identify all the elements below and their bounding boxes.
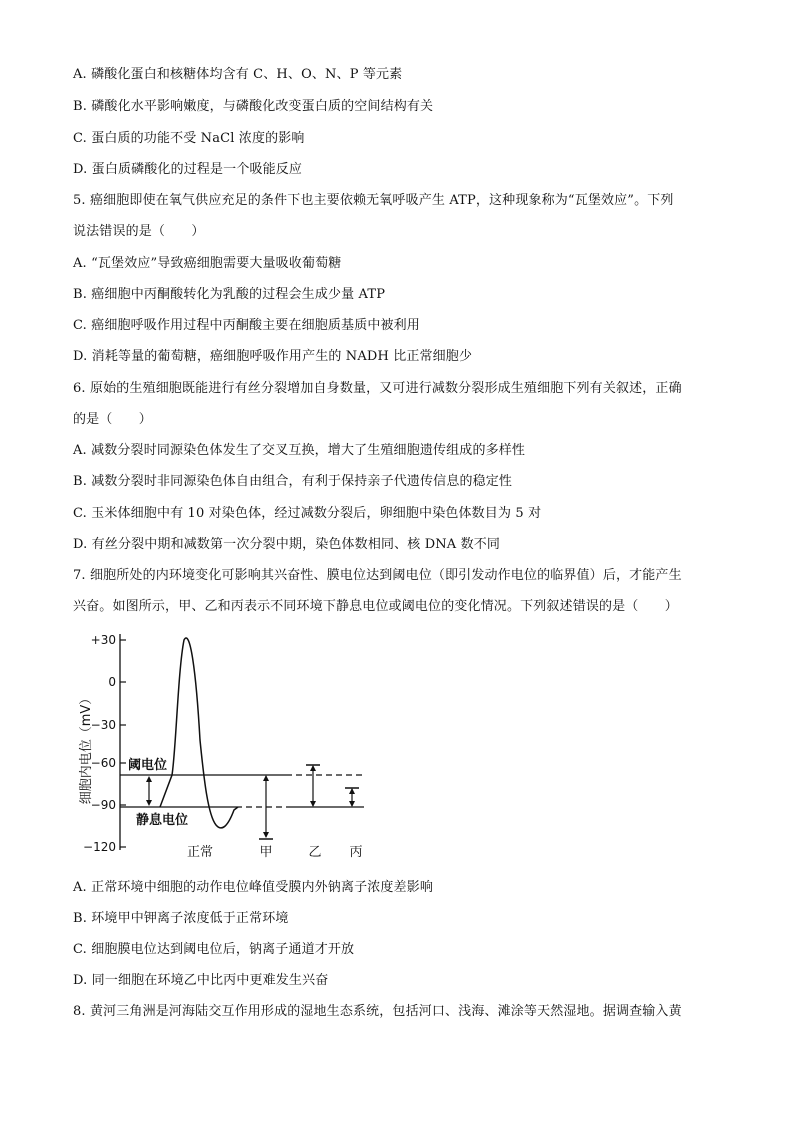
y-tick-label: −90 <box>90 798 116 812</box>
y-tick-label: −60 <box>90 756 116 770</box>
q4-option-a: A. 磷酸化蛋白和核糖体均含有 C、H、O、N、P 等元素 <box>73 67 403 82</box>
q4-option-d: D. 蛋白质磷酸化的过程是一个吸能反应 <box>73 162 303 177</box>
resting-label: 静息电位 <box>136 813 189 828</box>
x-label-yi: 乙 <box>308 845 322 860</box>
q5-option-c: C. 癌细胞呼吸作用过程中丙酮酸主要在细胞质基质中被利用 <box>73 318 420 333</box>
q7-option-a: A. 正常环境中细胞的动作电位峰值受膜内外钠离子浓度差影响 <box>73 880 434 895</box>
q5-option-b: B. 癌细胞中丙酮酸转化为乳酸的过程会生成少量 ATP <box>73 287 386 302</box>
q5-option-a: A. “瓦堡效应”导致癌细胞需要大量吸收葡萄糖 <box>73 256 342 271</box>
q5-stem-line-1: 5. 癌细胞即使在氧气供应充足的条件下也主要依赖无氧呼吸产生 ATP，这种现象称为“瓦堡效应”。下列 <box>73 193 674 208</box>
x-label-jia: 甲 <box>259 845 273 860</box>
q7-option-c: C. 细胞膜电位达到阈电位后，钠离子通道才开放 <box>73 942 355 957</box>
x-label-normal: 正常 <box>186 845 214 860</box>
q8-stem-line-1: 8. 黄河三角洲是河海陆交互作用形成的湿地生态系统，包括河口、浅海、滩涂等天然湿地。据调查输入黄 <box>73 1004 682 1019</box>
y-tick-label: −30 <box>90 718 116 732</box>
q6-option-d: D. 有丝分裂中期和减数第一次分裂中期，染色体数相同、核 DNA 数不同 <box>73 537 501 552</box>
y-tick-label: +30 <box>90 633 116 647</box>
threshold-label: 阈电位 <box>128 758 168 773</box>
q4-option-b: B. 磷酸化水平影响嫩度，与磷酸化改变蛋白质的空间结构有关 <box>73 99 434 114</box>
x-label-bing: 丙 <box>349 845 363 860</box>
action-potential-curve <box>160 638 238 828</box>
y-tick-label: −120 <box>83 840 116 854</box>
q6-stem-line-1: 6. 原始的生殖细胞既能进行有丝分裂增加自身数量，又可进行减数分裂形成生殖细胞下列有关叙述，正确 <box>73 381 682 396</box>
y-tick-label: 0 <box>108 675 116 689</box>
q7-option-b: B. 环境甲中钾离子浓度低于正常环境 <box>73 911 289 926</box>
q6-option-c: C. 玉米体细胞中有 10 对染色体，经过减数分裂后，卵细胞中染色体数目为 5 对 <box>73 506 542 521</box>
q6-option-a: A. 减数分裂时同源染色体发生了交叉互换，增大了生殖细胞遗传组成的多样性 <box>73 443 526 458</box>
q6-stem-line-2: 的是（ ） <box>73 412 152 427</box>
q6-option-b: B. 减数分裂时非同源染色体自由组合，有利于保持亲子代遗传信息的稳定性 <box>73 474 513 489</box>
membrane-potential-figure <box>76 630 376 862</box>
y-axis-label: 细胞内电位（mV） <box>79 691 94 805</box>
q5-stem-line-2: 说法错误的是（ ） <box>73 224 205 239</box>
q7-stem-line-1: 7. 细胞所处的内环境变化可影响其兴奋性、膜电位达到阈电位（即引发动作电位的临界值）后，才能产生 <box>73 568 682 583</box>
q5-option-d: D. 消耗等量的葡萄糖，癌细胞呼吸作用产生的 NADH 比正常细胞少 <box>73 349 473 364</box>
q7-option-d: D. 同一细胞在环境乙中比丙中更难发生兴奋 <box>73 973 329 988</box>
q4-option-c: C. 蛋白质的功能不受 NaCl 浓度的影响 <box>73 131 305 146</box>
q7-stem-line-2: 兴奋。如图所示，甲、乙和丙表示不同环境下静息电位或阈电位的变化情况。下列叙述错误的是（ ） <box>73 599 678 614</box>
